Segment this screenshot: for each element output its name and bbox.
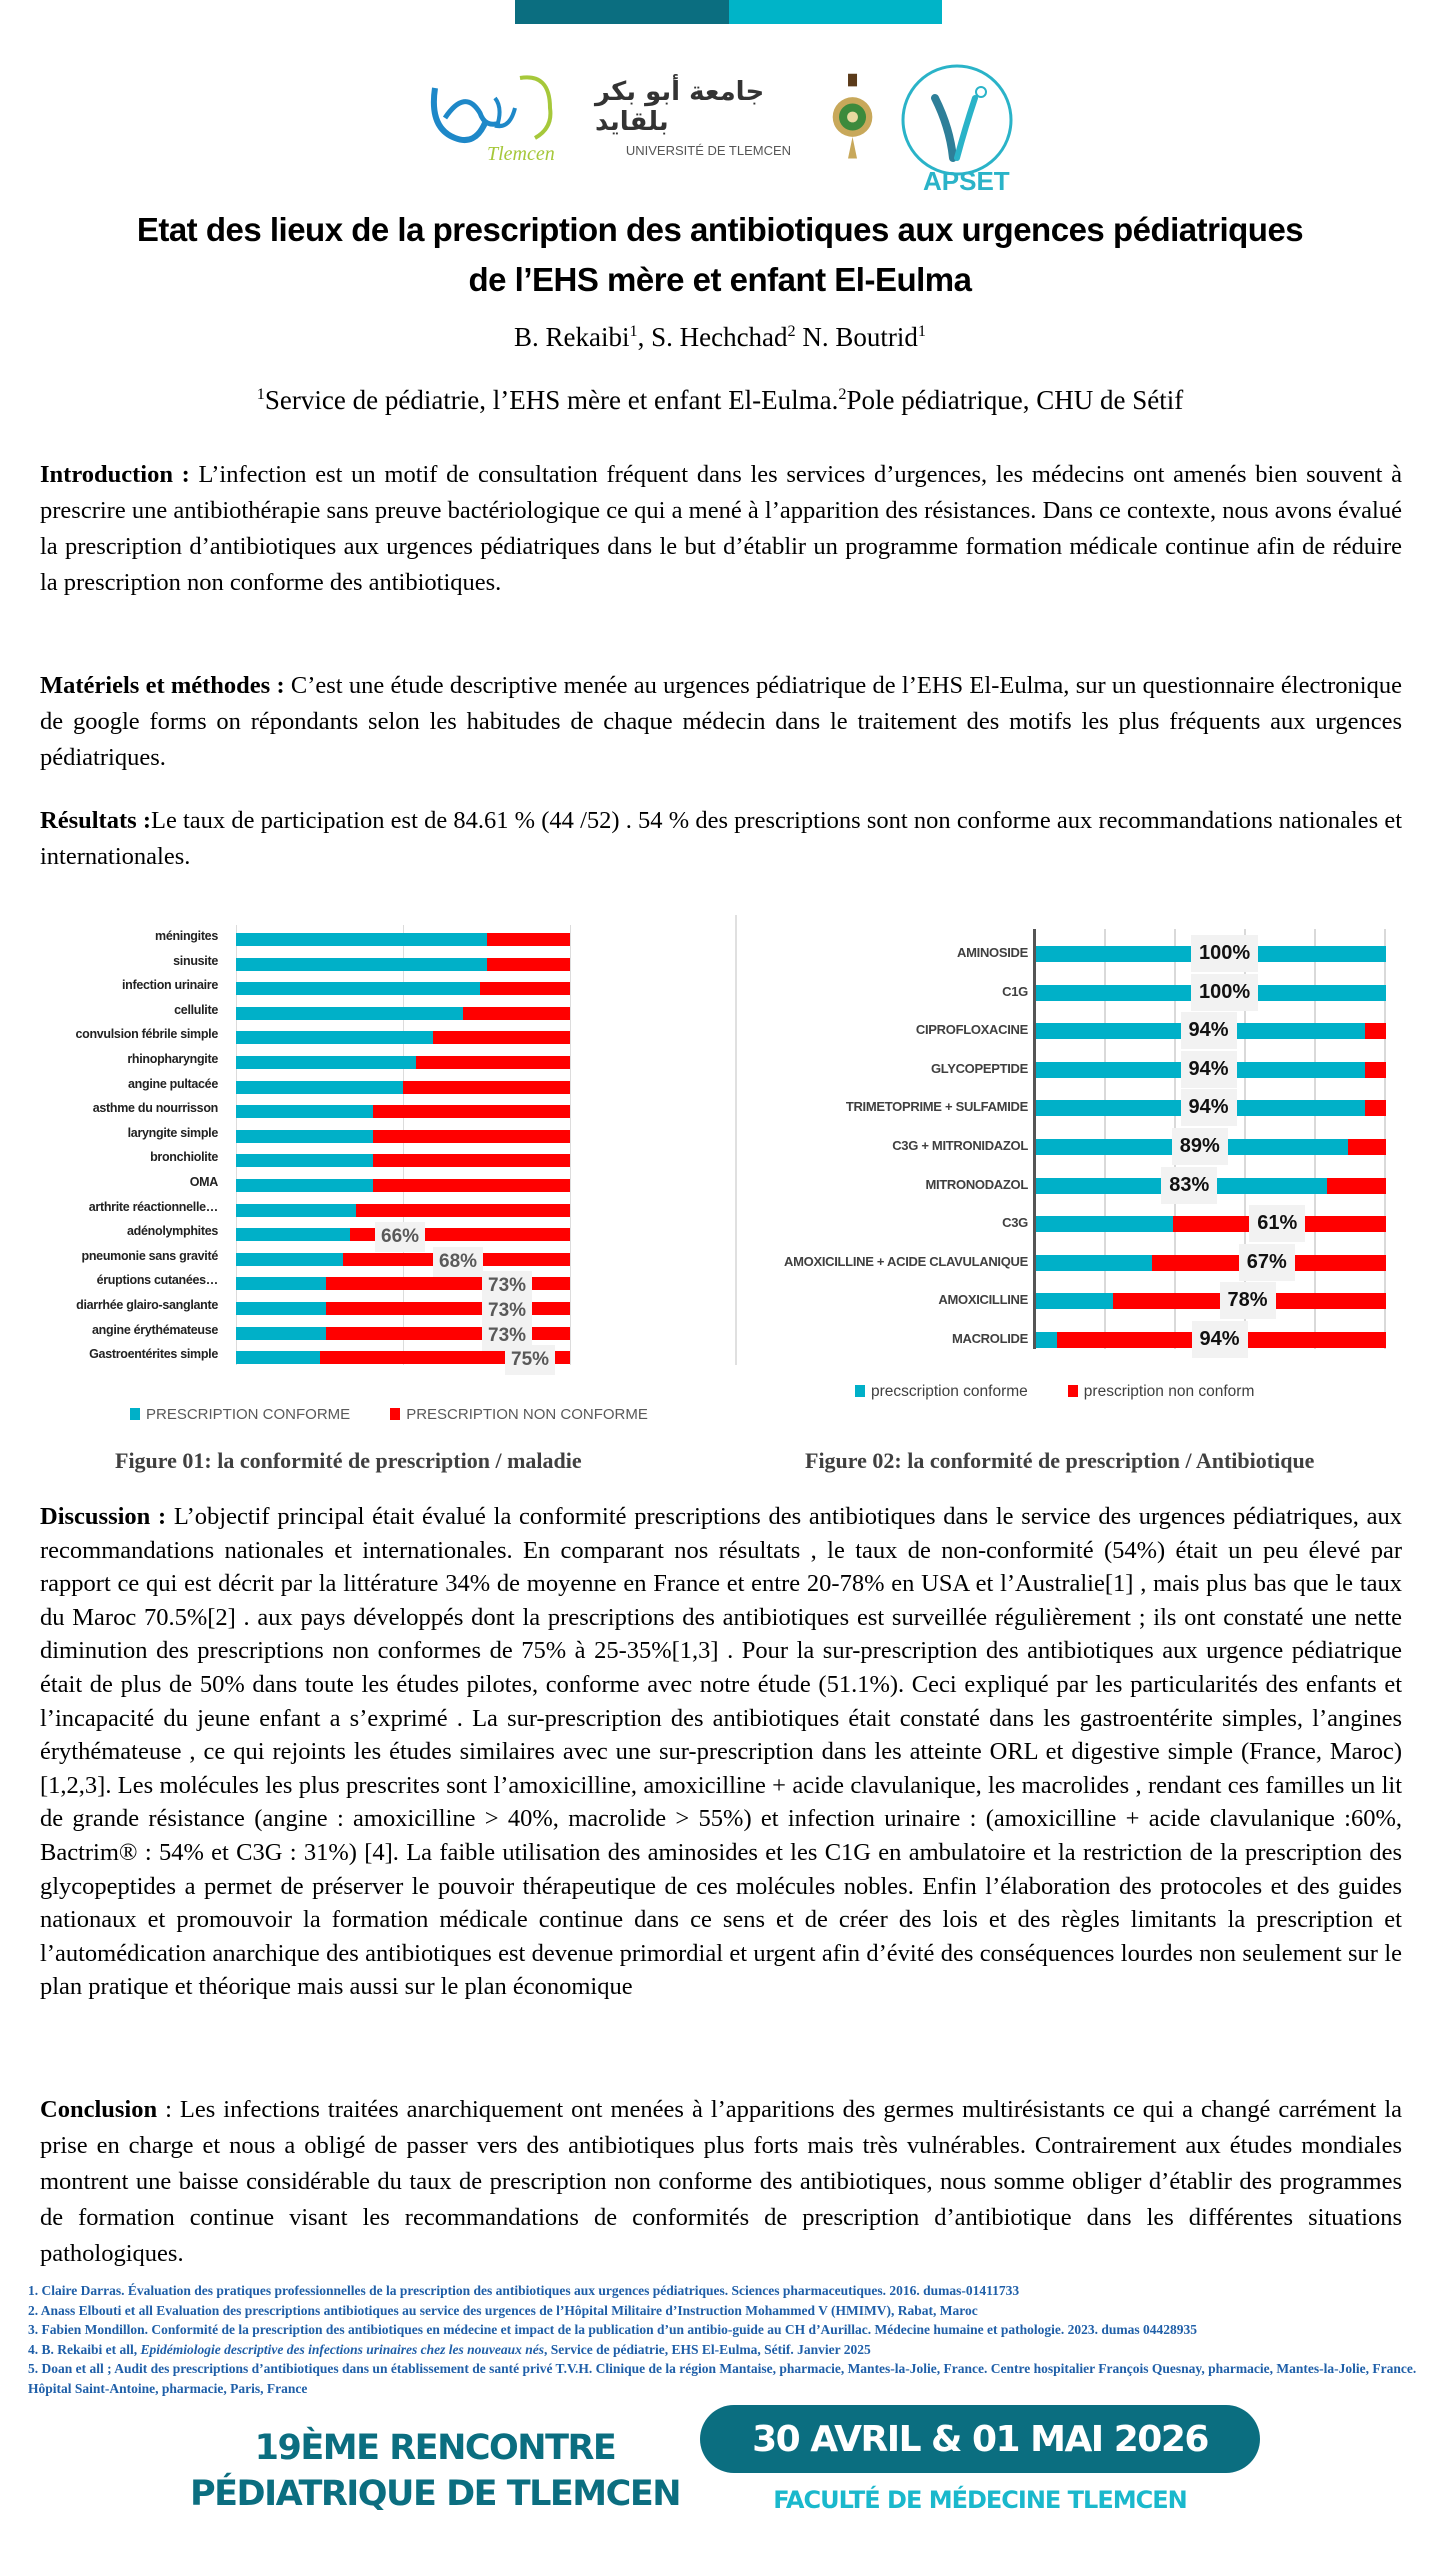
stacked-bar — [236, 1179, 570, 1192]
title-line-2: de l’EHS mère et enfant El-Eulma — [468, 261, 972, 298]
chart-row — [740, 1321, 1440, 1359]
stacked-bar — [1036, 1293, 1386, 1309]
chart-row — [0, 927, 720, 952]
stacked-bar — [236, 1130, 570, 1143]
chart-row — [0, 1271, 720, 1296]
data-label: 94% — [1192, 1321, 1248, 1358]
stacked-bar — [236, 1204, 570, 1217]
data-label: 89% — [1172, 1128, 1228, 1165]
apset-logo-icon — [895, 58, 1020, 198]
stacked-bar — [236, 1081, 570, 1094]
data-label: 73% — [482, 1321, 532, 1351]
category-label: C3G — [1002, 1215, 1028, 1231]
affiliations-line — [0, 385, 1440, 416]
stacked-bar — [236, 1105, 570, 1118]
results-text: Le taux de participation est de 84.61 % (44 /52) . 54 % des prescriptions sont non conforme aux recommandations nationales et internationales. — [40, 807, 1402, 870]
methods-heading: Matériels et méthodes : — [40, 672, 285, 699]
data-label: 78% — [1220, 1282, 1276, 1319]
bar-segment-non-conforme — [416, 1056, 570, 1069]
bar-segment-non-conforme — [403, 1081, 570, 1094]
affiliation-2-sup: 2 — [838, 385, 847, 403]
bar-segment-non-conforme — [463, 1007, 570, 1020]
chart-row — [740, 974, 1440, 1012]
methods-section — [40, 668, 1402, 776]
results-section — [40, 803, 1402, 875]
bar-segment-conforme — [236, 1277, 326, 1290]
top-color-bar — [515, 0, 942, 24]
bar-segment-non-conforme — [373, 1105, 570, 1118]
event-dates-badge — [700, 2405, 1260, 2473]
data-label: 94% — [1181, 1051, 1237, 1088]
author-3: N. Boutrid — [795, 322, 918, 352]
conclusion-heading: Conclusion — [40, 2096, 158, 2123]
bar-segment-conforme — [1036, 1332, 1057, 1348]
bar-segment-non-conforme — [487, 933, 571, 946]
category-label: AMOXICILLINE + ACIDE CLAVULANIQUE — [784, 1253, 1028, 1269]
stacked-bar — [236, 1154, 570, 1167]
bar-segment-non-conforme — [326, 1327, 570, 1340]
universite-tlemcen-logo — [595, 62, 875, 172]
legend-item-non-conforme: PRESCRIPTION NON CONFORME — [390, 1406, 648, 1423]
category-label: MITRONODAZOL — [925, 1176, 1028, 1192]
chart-row — [740, 1167, 1440, 1205]
chart-row — [0, 1321, 720, 1346]
chart-row — [0, 1124, 720, 1149]
bar-segment-non-conforme — [480, 982, 570, 995]
category-label: bronchiolite — [150, 1150, 218, 1165]
data-label: 68% — [433, 1247, 483, 1277]
bar-segment-conforme — [236, 1154, 373, 1167]
category-label: convulsion fébrile simple — [75, 1027, 218, 1042]
chart-row — [740, 935, 1440, 973]
category-label: arthrite réactionnelle… — [88, 1199, 218, 1214]
data-label: 73% — [482, 1296, 532, 1326]
data-label: 75% — [505, 1345, 555, 1375]
stacked-bar — [1036, 1255, 1386, 1271]
data-label: 100% — [1191, 974, 1258, 1011]
methods-text: C’est une étude descriptive menée au urgences pédiatrique de l’EHS El-Eulma, sur un questionnaire électronique de google forms on répondants selon les habitudes de chaque médecin dans le traitement des motifs les plus fréquents aux urgences pédiatriques. — [40, 672, 1402, 771]
chart-row — [0, 1075, 720, 1100]
stacked-bar — [1036, 1216, 1386, 1232]
bar-segment-conforme — [236, 1204, 356, 1217]
university-french-name: UNIVERSITÉ DE TLEMCEN — [625, 142, 792, 158]
event-dates: 30 AVRIL & 01 MAI 2026 — [752, 2418, 1208, 2460]
bar-segment-conforme — [236, 1105, 373, 1118]
stacked-bar — [236, 933, 570, 946]
title-line-1: Etat des lieux de la prescription des antibiotiques aux urgences pédiatriques — [136, 211, 1304, 248]
chart-row — [0, 1296, 720, 1321]
bar-segment-non-conforme — [1365, 1023, 1386, 1039]
category-label: pneumonie sans gravité — [81, 1248, 218, 1263]
legend-item-conforme: precscription conforme — [855, 1383, 1028, 1401]
category-label: méningites — [155, 929, 218, 943]
reference-item: 5. Doan et all ; Audit des prescriptions d’antibiotiques dans un établissement de santé privé T.V.H. Clinique de la région Mantaise, pharmacie, Mantes-la-Jolie, France. Centre hospitalier François Quesnay, pharmacie, Mantes-la-Jolie, France. Hôpital Saint-Antoine, pharmacie, Paris, France — [28, 2361, 1417, 2396]
data-label: 73% — [482, 1271, 532, 1301]
introduction-text: L’infection est un motif de consultation fréquent dans les services d’urgences, les médecins ont amenés bien souvent à prescrire une antibiothérapie sans preuve bactériologique ce qui a mené à l’apparition des résistances. Dans ce contexte, nous avons évalué la prescription d’antibiotiques aux urgences pédiatriques dans le but d’établir un programme formation médicale continue afin de réduire la prescription non conforme des antibiotiques. — [40, 461, 1402, 596]
chart-row — [0, 1173, 720, 1198]
legend-item-conforme: PRESCRIPTION CONFORME — [130, 1406, 350, 1423]
bar-segment-non-conforme — [487, 958, 571, 971]
author-3-sup: 1 — [917, 322, 926, 340]
reference-item: 3. Fabien Mondillon. Conformité de la prescription des antibiotiques en médecine et impact de la publication d’un antibio-guide au CH d’Aurillac. Médecine humaine et pathologie. 2023. dumas 04428935 — [28, 2322, 1198, 2337]
apset-logo — [895, 58, 1020, 198]
discussion-text: L’objectif principal était évalué la conformité prescriptions des antibiotiques dans le service des urgences pédiatriques, aux recommandations nationales et internationales. En comparant nos résultats , le taux de non-conformité (54%) était un peu élevé par rapport ce qui est décrit par la littérature 34% de moyenne en France et entre 20-78% en USA et l’Australie[1] , mais plus bas que le taux du Maroc 70.5%[2] . aux pays développés dont la prescriptions des antibiotiques est surveillée régulièrement ; ils ont constaté une nette diminution des prescriptions non conformes de 75% à 25-35%[1,3] . Pour la sur-prescription des antibiotiques aux urgence pédiatrique était de plus de 50% dans toute les études pilotes, conforme avec notre étude (51.1%). Ceci expliqué par les particularités des enfants et l’incapacité du jeune enfant a s’exprimé . La sur-prescription des antibiotiques était constaté dans les gastroentérite simples, l’angines érythémateuse , ce qui rejoints les études similaires avec une sur-prescription dans les atteinte ORL et digestive simple (France, Maroc) [1,2,3]. Les molécules les plus prescrites sont l’amoxicilline, amoxicilline + acide clavulanique, les macrolides , rendant ces familles un lit de grande résistance (angine : amoxicilline > 40%, macrolide > 55%) et infection urinaire : (amoxicilline + acide clavulanique :60%, Bactrim® : 54% et C3G : 31%) [4]. La faible utilisation des aminosides et les C1G en ambulatoire et la restriction de la prescription des glycopeptides a permet de préserver le pouvoir thérapeutique de ces molécules nobles. Enfin l’élaboration des protocoles et des guides nationaux et promouvoir la formation médicale continue dans ce sens et de créer des lois et des règles limitants la prescription et l’automédication anarchique des antibiotiques est devenue primordial et urgent afin d’évité des conséquences lourdes non seulement sur le plan pratique et théorique mais aussi sur le plan économique — [40, 1503, 1402, 2001]
poster-title — [40, 205, 1400, 305]
bar-segment-conforme — [236, 1081, 403, 1094]
svg-text:Tlemcen: Tlemcen — [487, 143, 555, 165]
category-label: adénolymphites — [127, 1224, 218, 1239]
stacked-bar — [236, 1031, 570, 1044]
chart-divider — [735, 915, 737, 1365]
chart-row — [0, 1001, 720, 1026]
event-name-line-1: 19ÈME RENCONTRE — [254, 2428, 616, 2468]
bar-segment-conforme — [236, 1179, 373, 1192]
discussion-section — [40, 1500, 1402, 2004]
bar-segment-conforme — [236, 1031, 433, 1044]
legend-swatch-teal — [855, 1385, 865, 1397]
chart-row — [0, 1222, 720, 1247]
discussion-heading: Discussion : — [40, 1503, 167, 1530]
bar-segment-non-conforme — [433, 1031, 570, 1044]
affiliation-1: Service de pédiatrie, l’EHS mère et enfant El-Eulma. — [264, 385, 839, 415]
chart-row — [0, 1025, 720, 1050]
bar-segment-non-conforme — [1327, 1178, 1387, 1194]
figure-2-chart — [740, 915, 1440, 1415]
bar-segment-conforme — [236, 1253, 343, 1266]
category-label: laryngite simple — [127, 1125, 218, 1140]
data-label: 100% — [1191, 935, 1258, 972]
category-label: C3G + MITRONIDAZOL — [892, 1138, 1028, 1153]
bar-segment-non-conforme — [326, 1302, 570, 1315]
category-label: rhinopharyngite — [127, 1052, 218, 1066]
svg-text:APSET: APSET — [923, 166, 1010, 196]
university-emblem-icon — [830, 67, 875, 167]
bar-segment-conforme — [1036, 1255, 1152, 1271]
bar-segment-conforme — [236, 1228, 350, 1241]
data-label: 67% — [1239, 1244, 1295, 1281]
stacked-bar — [236, 1253, 570, 1266]
bar-segment-non-conforme — [1365, 1100, 1386, 1116]
stacked-bar — [236, 1056, 570, 1069]
legend-swatch-red — [390, 1408, 400, 1420]
category-label: AMOXICILLINE — [938, 1292, 1028, 1308]
results-heading: Résultats : — [40, 807, 151, 834]
figure-2-legend — [855, 1383, 1254, 1401]
event-name-line-2: PÉDIATRIQUE DE TLEMCEN — [189, 2474, 681, 2514]
category-label: Gastroentérites simple — [89, 1347, 218, 1362]
chart-row — [740, 1128, 1440, 1166]
chart-row — [0, 976, 720, 1001]
stacked-bar — [236, 958, 570, 971]
data-label: 66% — [375, 1222, 425, 1252]
category-label: cellulite — [174, 1002, 218, 1017]
event-venue: FACULTÉ DE MÉDECINE TLEMCEN — [773, 2486, 1187, 2514]
author-2-sup: 2 — [787, 322, 796, 340]
bar-segment-non-conforme — [1348, 1139, 1387, 1155]
bar-segment-conforme — [236, 1351, 320, 1364]
chart-row — [740, 1282, 1440, 1320]
category-label: angine érythémateuse — [92, 1322, 218, 1337]
author-1: B. Rekaibi — [514, 322, 630, 352]
stacked-bar — [236, 1007, 570, 1020]
figure-1-chart — [0, 915, 720, 1375]
category-label: diarrhée glairo-sanglante — [76, 1298, 218, 1312]
affiliation-2: Pole pédiatrique, CHU de Sétif — [846, 385, 1184, 415]
category-label: éruptions cutanées… — [96, 1273, 218, 1288]
chart-row — [0, 1247, 720, 1272]
chart-row — [0, 1099, 720, 1124]
category-label: angine pultacée — [128, 1076, 218, 1091]
category-label: sinusite — [173, 953, 218, 968]
chart-row — [0, 1345, 720, 1370]
category-label: GLYCOPEPTIDE — [930, 1060, 1028, 1076]
bar-segment-conforme — [236, 1007, 463, 1020]
chart-row — [740, 1012, 1440, 1050]
category-label: CIPROFLOXACINE — [915, 1022, 1028, 1038]
conclusion-text: : Les infections traitées anarchiquement ont menées à l’apparitions des germes multirésistants ce qui a changé carrément la prise en charge et nous a obligé de passer vers des antibiotiques plus forts mais très vulnérables. Contrairement aux études mondiales montrent une baisse considérable du taux de prescription non conforme des antibiotiques, nous somme obliger d’établir des programmes de formation continue visant les recommandations de conformités de prescription d’antibiotique dans les différentes situations pathologiques. — [40, 2096, 1402, 2267]
bar-segment-non-conforme — [373, 1179, 570, 1192]
chart-row — [0, 1148, 720, 1173]
top-bar-dark-segment — [515, 0, 729, 24]
bar-segment-conforme — [236, 933, 487, 946]
references-list — [28, 2281, 1428, 2398]
authors-line — [0, 322, 1440, 353]
introduction-section — [40, 457, 1402, 601]
chart-row — [0, 1198, 720, 1223]
legend-swatch-red — [1068, 1385, 1078, 1397]
chart-row — [0, 952, 720, 977]
author-1-sup: 1 — [629, 322, 638, 340]
category-label: infection urinaire — [121, 978, 218, 993]
bar-segment-conforme — [236, 1302, 326, 1315]
event-name — [175, 2425, 695, 2517]
bar-segment-conforme — [236, 1056, 416, 1069]
chu-logo-icon — [425, 68, 565, 168]
category-label: TRIMETOPRIME + SULFAMIDE — [845, 1099, 1028, 1115]
chu-tlemcen-logo — [425, 68, 565, 168]
chart-row — [740, 1244, 1440, 1282]
figure-2-caption: Figure 02: la conformité de prescription / Antibiotique — [805, 1448, 1315, 1473]
legend-item-non-conforme: prescription non conform — [1068, 1383, 1255, 1401]
bar-segment-non-conforme — [326, 1277, 570, 1290]
university-arabic-name: جامعة أبو بكر بلقايد — [595, 76, 765, 137]
reference-item: 1. Claire Darras. Évaluation des pratiques professionnelles de la prescription des antibiotiques aux urgences pédiatriques. Sciences pharmaceutiques. 2016. dumas-01411733 — [28, 2283, 1020, 2298]
chart-row — [740, 1205, 1440, 1243]
category-label: AMINOSIDE — [957, 945, 1028, 960]
top-bar-light-segment — [729, 0, 943, 24]
chart-row — [0, 1050, 720, 1075]
bar-segment-non-conforme — [373, 1154, 570, 1167]
bar-segment-conforme — [236, 1327, 326, 1340]
affiliation-1-sup: 1 — [256, 385, 265, 403]
figure-1-caption: Figure 01: la conformité de prescription / maladie — [115, 1448, 582, 1473]
category-label: asthme du nourrisson — [92, 1101, 218, 1116]
category-label: MACROLIDE — [951, 1331, 1028, 1346]
category-label: C1G — [1002, 983, 1028, 999]
author-2: , S. Hechchad — [637, 322, 788, 352]
bar-segment-non-conforme — [1365, 1062, 1386, 1078]
data-label: 83% — [1161, 1167, 1217, 1204]
data-label: 61% — [1249, 1205, 1305, 1242]
category-label: OMA — [189, 1175, 218, 1189]
stacked-bar — [236, 982, 570, 995]
chart-row — [740, 1089, 1440, 1127]
bar-segment-conforme — [236, 982, 480, 995]
bar-segment-conforme — [1036, 1216, 1173, 1232]
bar-segment-conforme — [236, 1130, 373, 1143]
bar-segment-conforme — [1036, 1293, 1113, 1309]
bar-segment-non-conforme — [373, 1130, 570, 1143]
figure-1-legend — [130, 1406, 648, 1423]
bar-segment-conforme — [236, 958, 487, 971]
legend-swatch-teal — [130, 1408, 140, 1420]
bar-segment-non-conforme — [356, 1204, 570, 1217]
reference-item: 4. B. Rekaibi et all, Epidémiologie descriptive des infections urinaires chez les nouveaux nés, Service de pédiatrie, EHS El-Eulma, Sétif. Janvier 2025 — [28, 2341, 871, 2357]
chart-row — [740, 1051, 1440, 1089]
conclusion-section — [40, 2092, 1402, 2272]
data-label: 94% — [1181, 1089, 1237, 1126]
data-label: 94% — [1181, 1012, 1237, 1049]
introduction-heading: Introduction : — [40, 461, 190, 488]
reference-item: 2. Anass Elbouti et all Evaluation des prescriptions antibiotiques au service des urgences de l’Hôpital Militaire d’Instruction Mohammed V (HMIMV), Rabat, Maroc — [28, 2302, 978, 2318]
